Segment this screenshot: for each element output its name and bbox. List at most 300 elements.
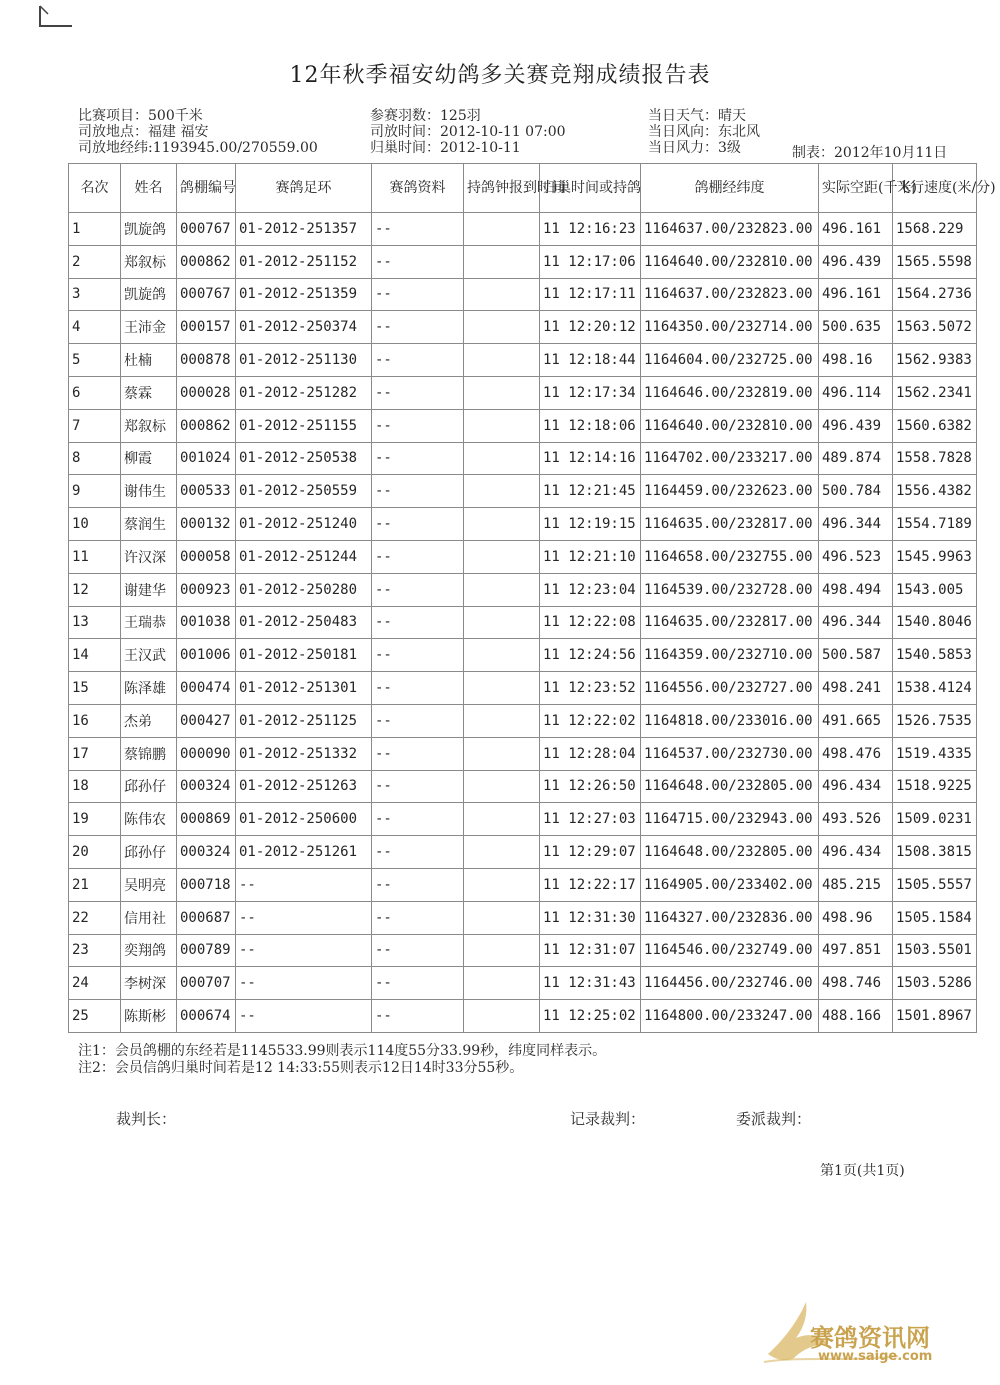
cell-clock [464, 901, 540, 934]
cell-info: -- [372, 245, 464, 278]
recorder-judge-label: 记录裁判： [570, 1110, 646, 1128]
cell-rank: 9 [69, 475, 121, 508]
table-row [69, 1000, 977, 1033]
cell-name: 邱孙仔 [121, 770, 177, 803]
cell-clock [464, 213, 540, 246]
cell-distance: 496.439 [819, 409, 893, 442]
cell-ring: 01-2012-251301 [236, 672, 372, 705]
cell-name: 李树深 [121, 967, 177, 1000]
cell-coord: 1164646.00/232819.00 [641, 376, 819, 409]
cell-name: 王汉武 [121, 639, 177, 672]
cell-rank: 17 [69, 737, 121, 770]
cell-info: -- [372, 901, 464, 934]
cell-speed: 1526.7535 [893, 704, 977, 737]
cell-distance: 496.434 [819, 770, 893, 803]
cell-clock [464, 737, 540, 770]
cell-speed: 1568.229 [893, 213, 977, 246]
table-row [69, 836, 977, 869]
cell-rank: 4 [69, 311, 121, 344]
table-header-row [69, 164, 977, 213]
cell-distance: 488.166 [819, 1000, 893, 1033]
cell-name: 许汉深 [121, 540, 177, 573]
cell-info: -- [372, 344, 464, 377]
cell-distance: 496.434 [819, 836, 893, 869]
cell-info: -- [372, 508, 464, 541]
cell-name: 奕翔鸽 [121, 934, 177, 967]
meta-wind-direction: 当日风向：东北风 [648, 124, 760, 140]
cell-ring: 01-2012-251357 [236, 213, 372, 246]
cell-speed: 1508.3815 [893, 836, 977, 869]
cell-info: -- [372, 934, 464, 967]
cell-loft: 000427 [177, 704, 236, 737]
cell-coord: 1164327.00/232836.00 [641, 901, 819, 934]
cell-distance: 498.494 [819, 573, 893, 606]
cell-info: -- [372, 213, 464, 246]
cell-ring: 01-2012-251240 [236, 508, 372, 541]
cell-arrival: 11 12:25:02 [540, 1000, 641, 1033]
cell-coord: 1164637.00/232823.00 [641, 213, 819, 246]
header-rank: 名次 [69, 164, 121, 213]
cell-info: -- [372, 672, 464, 705]
cell-ring: -- [236, 967, 372, 1000]
cell-name: 谢伟生 [121, 475, 177, 508]
header-clock: 持鸽钟报到时间 [464, 164, 540, 213]
cell-rank: 24 [69, 967, 121, 1000]
meta-weather: 当日天气：晴天 [648, 108, 746, 124]
cell-loft: 000687 [177, 901, 236, 934]
header-ring: 赛鸽足环 [236, 164, 372, 213]
header-name: 姓名 [121, 164, 177, 213]
cell-speed: 1501.8967 [893, 1000, 977, 1033]
cell-loft: 000533 [177, 475, 236, 508]
meta-release-time: 司放时间：2012-10-11 07:00 [370, 124, 566, 140]
cell-distance: 498.96 [819, 901, 893, 934]
cell-ring: 01-2012-250600 [236, 803, 372, 836]
cell-arrival: 11 12:16:23 [540, 213, 641, 246]
delegate-judge-label: 委派裁判： [736, 1110, 812, 1128]
cell-rank: 10 [69, 508, 121, 541]
cell-name: 蔡霖 [121, 376, 177, 409]
cell-info: -- [372, 1000, 464, 1033]
cell-clock [464, 803, 540, 836]
table-row [69, 376, 977, 409]
cell-name: 邱孙仔 [121, 836, 177, 869]
cell-name: 郑叙标 [121, 245, 177, 278]
meta-release-place: 司放地点：福建 福安 [78, 124, 209, 140]
cell-speed: 1562.9383 [893, 344, 977, 377]
cell-distance: 496.523 [819, 540, 893, 573]
cell-rank: 20 [69, 836, 121, 869]
meta-release-coord: 司放地经纬:1193945.00/270559.00 [78, 140, 318, 156]
cell-coord: 1164648.00/232805.00 [641, 836, 819, 869]
table-row [69, 475, 977, 508]
header-loft: 鸽棚编号 [177, 164, 236, 213]
cell-rank: 11 [69, 540, 121, 573]
cell-coord: 1164539.00/232728.00 [641, 573, 819, 606]
cell-clock [464, 409, 540, 442]
cell-coord: 1164635.00/232817.00 [641, 508, 819, 541]
cell-rank: 2 [69, 245, 121, 278]
cell-name: 蔡锦鹏 [121, 737, 177, 770]
note-2: 注2：会员信鸽归巢时间若是12 14:33:55则表示12日14时33分55秒。 [78, 1060, 524, 1076]
cell-rank: 1 [69, 213, 121, 246]
cell-distance: 497.851 [819, 934, 893, 967]
cell-distance: 491.665 [819, 704, 893, 737]
notes [78, 1043, 606, 1077]
cell-clock [464, 442, 540, 475]
cell-name: 吴明亮 [121, 868, 177, 901]
cell-info: -- [372, 442, 464, 475]
cell-arrival: 11 12:31:43 [540, 967, 641, 1000]
cell-loft: 000862 [177, 245, 236, 278]
watermark-text: 赛鸽资讯网 [810, 1324, 930, 1352]
cell-loft: 000132 [177, 508, 236, 541]
cell-loft: 000324 [177, 836, 236, 869]
cell-clock [464, 245, 540, 278]
cell-loft: 000157 [177, 311, 236, 344]
cell-ring: 01-2012-250181 [236, 639, 372, 672]
meta-wind-force: 当日风力：3级 [648, 140, 741, 156]
cell-arrival: 11 12:24:56 [540, 639, 641, 672]
report-title: 12年秋季福安幼鸽多关赛竞翔成绩报告表 [289, 63, 711, 88]
cell-name: 郑叙标 [121, 409, 177, 442]
cell-distance: 496.439 [819, 245, 893, 278]
table-row [69, 606, 977, 639]
cell-speed: 1564.2736 [893, 278, 977, 311]
table-row [69, 344, 977, 377]
cell-loft: 000869 [177, 803, 236, 836]
cell-rank: 15 [69, 672, 121, 705]
cell-clock [464, 540, 540, 573]
cell-clock [464, 836, 540, 869]
table-row [69, 311, 977, 344]
cell-arrival: 11 12:23:04 [540, 573, 641, 606]
cell-rank: 21 [69, 868, 121, 901]
cell-arrival: 11 12:26:50 [540, 770, 641, 803]
chief-judge-label: 裁判长： [116, 1110, 177, 1128]
cell-distance: 498.476 [819, 737, 893, 770]
cell-ring: 01-2012-251152 [236, 245, 372, 278]
cell-distance: 485.215 [819, 868, 893, 901]
cell-rank: 16 [69, 704, 121, 737]
cell-rank: 22 [69, 901, 121, 934]
cell-clock [464, 344, 540, 377]
cell-ring: 01-2012-251155 [236, 409, 372, 442]
cell-name: 陈泽雄 [121, 672, 177, 705]
header-speed: 飞行速度(米/分) [893, 164, 977, 213]
meta-column-1 [78, 108, 318, 156]
cell-ring: 01-2012-250538 [236, 442, 372, 475]
header-info: 赛鸽资料 [372, 164, 464, 213]
page-number: 第1页(共1页) [820, 1163, 905, 1179]
cell-arrival: 11 12:22:17 [540, 868, 641, 901]
cell-arrival: 11 12:31:30 [540, 901, 641, 934]
cell-distance: 493.526 [819, 803, 893, 836]
cell-clock [464, 376, 540, 409]
cell-ring: 01-2012-251261 [236, 836, 372, 869]
cell-speed: 1503.5286 [893, 967, 977, 1000]
table-row [69, 803, 977, 836]
cell-name: 杜楠 [121, 344, 177, 377]
cell-clock [464, 475, 540, 508]
cell-coord: 1164637.00/232823.00 [641, 278, 819, 311]
cell-clock [464, 278, 540, 311]
cell-ring: 01-2012-250559 [236, 475, 372, 508]
cell-coord: 1164556.00/232727.00 [641, 672, 819, 705]
table-row [69, 737, 977, 770]
cell-rank: 19 [69, 803, 121, 836]
cell-speed: 1509.0231 [893, 803, 977, 836]
cell-arrival: 11 12:29:07 [540, 836, 641, 869]
cell-loft: 000789 [177, 934, 236, 967]
cell-coord: 1164635.00/232817.00 [641, 606, 819, 639]
cell-name: 谢建华 [121, 573, 177, 606]
made-date: 制表：2012年10月11日 [792, 145, 948, 161]
cell-rank: 13 [69, 606, 121, 639]
cell-speed: 1503.5501 [893, 934, 977, 967]
cell-name: 杰弟 [121, 704, 177, 737]
cell-arrival: 11 12:17:11 [540, 278, 641, 311]
cell-loft: 000923 [177, 573, 236, 606]
cell-ring: 01-2012-251263 [236, 770, 372, 803]
cell-loft: 001024 [177, 442, 236, 475]
cell-rank: 5 [69, 344, 121, 377]
header-arrival: 归巢时间或持鸽 [540, 164, 641, 213]
cell-loft: 000767 [177, 278, 236, 311]
note-1: 注1：会员鸽棚的东经若是1145533.99则表示114度55分33.99秒，纬度同样表示。 [78, 1043, 607, 1059]
table-row [69, 704, 977, 737]
cell-speed: 1562.2341 [893, 376, 977, 409]
header-coord: 鸽棚经纬度 [641, 164, 819, 213]
cell-coord: 1164640.00/232810.00 [641, 245, 819, 278]
cell-loft: 000058 [177, 540, 236, 573]
cell-arrival: 11 12:14:16 [540, 442, 641, 475]
cell-ring: 01-2012-250374 [236, 311, 372, 344]
cell-loft: 000474 [177, 672, 236, 705]
table-row [69, 540, 977, 573]
cell-rank: 23 [69, 934, 121, 967]
meta-return-time: 归巢时间：2012-10-11 [370, 140, 521, 156]
meta-column-3 [648, 108, 760, 156]
cell-loft: 001006 [177, 639, 236, 672]
table-row [69, 508, 977, 541]
cell-arrival: 11 12:18:44 [540, 344, 641, 377]
table-row [69, 934, 977, 967]
cell-speed: 1519.4335 [893, 737, 977, 770]
cell-clock [464, 934, 540, 967]
cell-speed: 1554.7189 [893, 508, 977, 541]
cell-speed: 1560.6382 [893, 409, 977, 442]
cell-distance: 496.114 [819, 376, 893, 409]
cell-name: 王沛金 [121, 311, 177, 344]
cell-loft: 000707 [177, 967, 236, 1000]
cell-ring: -- [236, 934, 372, 967]
cell-rank: 14 [69, 639, 121, 672]
cell-speed: 1563.5072 [893, 311, 977, 344]
cell-ring: 01-2012-251359 [236, 278, 372, 311]
cell-coord: 1164800.00/233247.00 [641, 1000, 819, 1033]
cell-info: -- [372, 311, 464, 344]
cell-distance: 498.16 [819, 344, 893, 377]
table-row [69, 770, 977, 803]
cell-loft: 000718 [177, 868, 236, 901]
cell-speed: 1505.1584 [893, 901, 977, 934]
cell-name: 信用社 [121, 901, 177, 934]
cell-ring: 01-2012-251332 [236, 737, 372, 770]
cell-distance: 489.874 [819, 442, 893, 475]
cell-name: 蔡润生 [121, 508, 177, 541]
cell-speed: 1565.5598 [893, 245, 977, 278]
cell-loft: 000878 [177, 344, 236, 377]
cell-arrival: 11 12:22:02 [540, 704, 641, 737]
cell-loft: 000090 [177, 737, 236, 770]
header-distance: 实际空距(千米) [819, 164, 893, 213]
cell-coord: 1164359.00/232710.00 [641, 639, 819, 672]
cell-ring: 01-2012-250483 [236, 606, 372, 639]
cell-info: -- [372, 573, 464, 606]
cell-coord: 1164818.00/233016.00 [641, 704, 819, 737]
cell-loft: 000767 [177, 213, 236, 246]
cell-clock [464, 967, 540, 1000]
cell-arrival: 11 12:21:10 [540, 540, 641, 573]
table-row [69, 573, 977, 606]
cell-info: -- [372, 639, 464, 672]
table-row [69, 409, 977, 442]
table-row [69, 672, 977, 705]
cell-rank: 25 [69, 1000, 121, 1033]
cell-info: -- [372, 836, 464, 869]
cell-clock [464, 672, 540, 705]
table-row [69, 868, 977, 901]
cell-name: 柳霞 [121, 442, 177, 475]
cell-name: 凯旋鸽 [121, 278, 177, 311]
cell-coord: 1164702.00/233217.00 [641, 442, 819, 475]
cell-clock [464, 639, 540, 672]
cell-distance: 496.344 [819, 606, 893, 639]
cell-ring: 01-2012-251244 [236, 540, 372, 573]
cell-arrival: 11 12:20:12 [540, 311, 641, 344]
cell-coord: 1164648.00/232805.00 [641, 770, 819, 803]
table-row [69, 213, 977, 246]
cell-coord: 1164546.00/232749.00 [641, 934, 819, 967]
cell-rank: 3 [69, 278, 121, 311]
table-row [69, 901, 977, 934]
cell-speed: 1543.005 [893, 573, 977, 606]
cell-arrival: 11 12:28:04 [540, 737, 641, 770]
cell-speed: 1556.4382 [893, 475, 977, 508]
cell-clock [464, 573, 540, 606]
cell-info: -- [372, 540, 464, 573]
cell-coord: 1164715.00/232943.00 [641, 803, 819, 836]
cell-clock [464, 868, 540, 901]
table-row [69, 278, 977, 311]
cell-info: -- [372, 475, 464, 508]
cell-speed: 1558.7828 [893, 442, 977, 475]
cell-coord: 1164905.00/233402.00 [641, 868, 819, 901]
cell-clock [464, 508, 540, 541]
cell-speed: 1505.5557 [893, 868, 977, 901]
cell-distance: 496.161 [819, 213, 893, 246]
cell-rank: 12 [69, 573, 121, 606]
cell-coord: 1164459.00/232623.00 [641, 475, 819, 508]
cell-clock [464, 1000, 540, 1033]
cell-clock [464, 704, 540, 737]
cell-arrival: 11 12:27:03 [540, 803, 641, 836]
cell-distance: 496.161 [819, 278, 893, 311]
cell-speed: 1518.9225 [893, 770, 977, 803]
cell-rank: 7 [69, 409, 121, 442]
cell-distance: 496.344 [819, 508, 893, 541]
cell-speed: 1545.9963 [893, 540, 977, 573]
cell-name: 陈伟农 [121, 803, 177, 836]
cell-loft: 001038 [177, 606, 236, 639]
cell-arrival: 11 12:31:07 [540, 934, 641, 967]
cell-distance: 500.635 [819, 311, 893, 344]
cell-info: -- [372, 278, 464, 311]
cell-speed: 1540.8046 [893, 606, 977, 639]
cell-loft: 000324 [177, 770, 236, 803]
cell-ring: -- [236, 901, 372, 934]
cell-info: -- [372, 737, 464, 770]
cell-rank: 6 [69, 376, 121, 409]
cell-info: -- [372, 770, 464, 803]
cell-name: 王瑞恭 [121, 606, 177, 639]
corner-mark-icon [36, 2, 76, 30]
cell-arrival: 11 12:23:52 [540, 672, 641, 705]
cell-coord: 1164456.00/232746.00 [641, 967, 819, 1000]
cell-info: -- [372, 409, 464, 442]
cell-arrival: 11 12:18:06 [540, 409, 641, 442]
cell-coord: 1164658.00/232755.00 [641, 540, 819, 573]
cell-distance: 500.784 [819, 475, 893, 508]
cell-clock [464, 770, 540, 803]
cell-coord: 1164604.00/232725.00 [641, 344, 819, 377]
cell-distance: 498.241 [819, 672, 893, 705]
cell-clock [464, 311, 540, 344]
cell-info: -- [372, 376, 464, 409]
watermark-url: www.saige.com [818, 1349, 933, 1364]
cell-distance: 500.587 [819, 639, 893, 672]
cell-coord: 1164350.00/232714.00 [641, 311, 819, 344]
cell-ring: 01-2012-251125 [236, 704, 372, 737]
cell-arrival: 11 12:17:34 [540, 376, 641, 409]
cell-arrival: 11 12:21:45 [540, 475, 641, 508]
meta-column-2 [370, 108, 566, 156]
cell-info: -- [372, 803, 464, 836]
cell-speed: 1540.5853 [893, 639, 977, 672]
cell-info: -- [372, 704, 464, 737]
meta-entries: 参赛羽数：125羽 [370, 108, 481, 124]
cell-info: -- [372, 967, 464, 1000]
cell-info: -- [372, 606, 464, 639]
cell-loft: 000862 [177, 409, 236, 442]
cell-info: -- [372, 868, 464, 901]
cell-rank: 8 [69, 442, 121, 475]
cell-ring: -- [236, 868, 372, 901]
results-table [68, 163, 996, 1033]
cell-ring: -- [236, 1000, 372, 1033]
cell-ring: 01-2012-251282 [236, 376, 372, 409]
cell-arrival: 11 12:22:08 [540, 606, 641, 639]
table-row [69, 442, 977, 475]
cell-distance: 498.746 [819, 967, 893, 1000]
cell-ring: 01-2012-250280 [236, 573, 372, 606]
cell-name: 陈斯彬 [121, 1000, 177, 1033]
cell-arrival: 11 12:19:15 [540, 508, 641, 541]
cell-loft: 000028 [177, 376, 236, 409]
cell-arrival: 11 12:17:06 [540, 245, 641, 278]
table-row [69, 245, 977, 278]
